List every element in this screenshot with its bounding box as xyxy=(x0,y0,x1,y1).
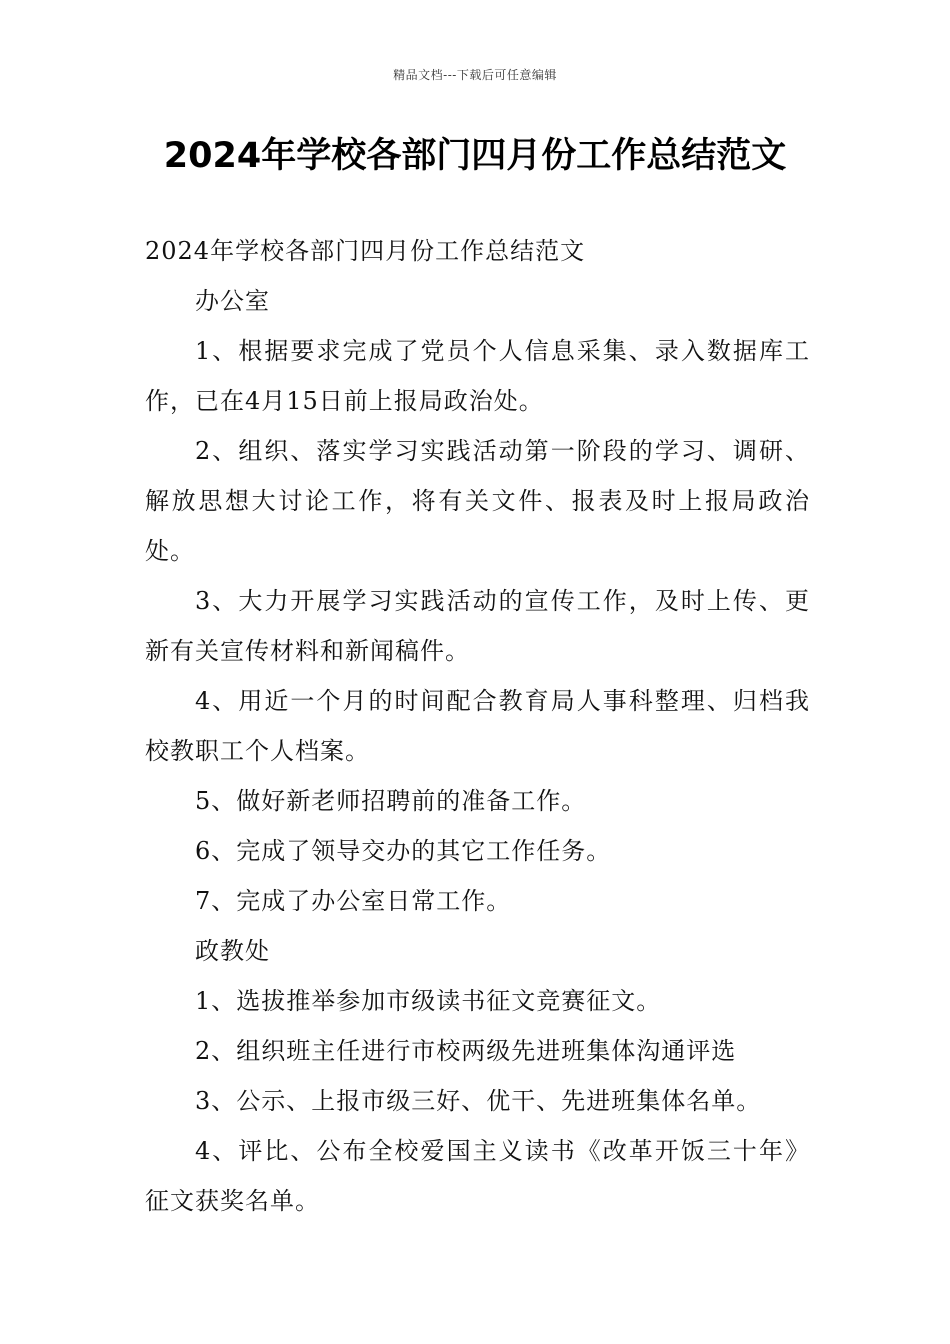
paragraph-subtitle: 2024年学校各部门四月份工作总结范文 xyxy=(145,237,586,265)
section-heading-political-education: 政教处 xyxy=(195,937,270,965)
paragraph-item: 3、公示、上报市级三好、优干、先进班集体名单。 xyxy=(195,1087,762,1115)
paragraph-item: 3、大力开展学习实践活动的宣传工作，及时上传、更新有关宣传材料和新闻稿件。 xyxy=(145,587,810,665)
section-heading-office: 办公室 xyxy=(195,287,270,315)
paragraph-item: 4、评比、公布全校爱国主义读书《改革开饭三十年》征文获奖名单。 xyxy=(145,1137,810,1215)
paragraph-item: 2、组织班主任进行市校两级先进班集体沟通评选 xyxy=(195,1037,737,1065)
paragraph-item: 5、做好新老师招聘前的准备工作。 xyxy=(195,787,587,815)
paragraph-item: 1、选拔推举参加市级读书征文竞赛征文。 xyxy=(195,987,662,1015)
header-note: 精品文档---下载后可任意编辑 xyxy=(393,68,557,82)
document-title: 2024年学校各部门四月份工作总结范文 xyxy=(163,136,787,176)
paragraph-item: 7、完成了办公室日常工作。 xyxy=(195,887,512,915)
paragraph-item: 6、完成了领导交办的其它工作任务。 xyxy=(195,837,612,865)
paragraph-item: 4、用近一个月的时间配合教育局人事科整理、归档我校教职工个人档案。 xyxy=(145,687,810,765)
document-body xyxy=(145,226,810,1226)
paragraph-item: 1、根据要求完成了党员个人信息采集、录入数据库工作，已在4月15日前上报局政治处。 xyxy=(145,337,810,415)
paragraph-item: 2、组织、落实学习实践活动第一阶段的学习、调研、解放思想大讨论工作，将有关文件、报表及时上报局政治处。 xyxy=(145,437,810,565)
